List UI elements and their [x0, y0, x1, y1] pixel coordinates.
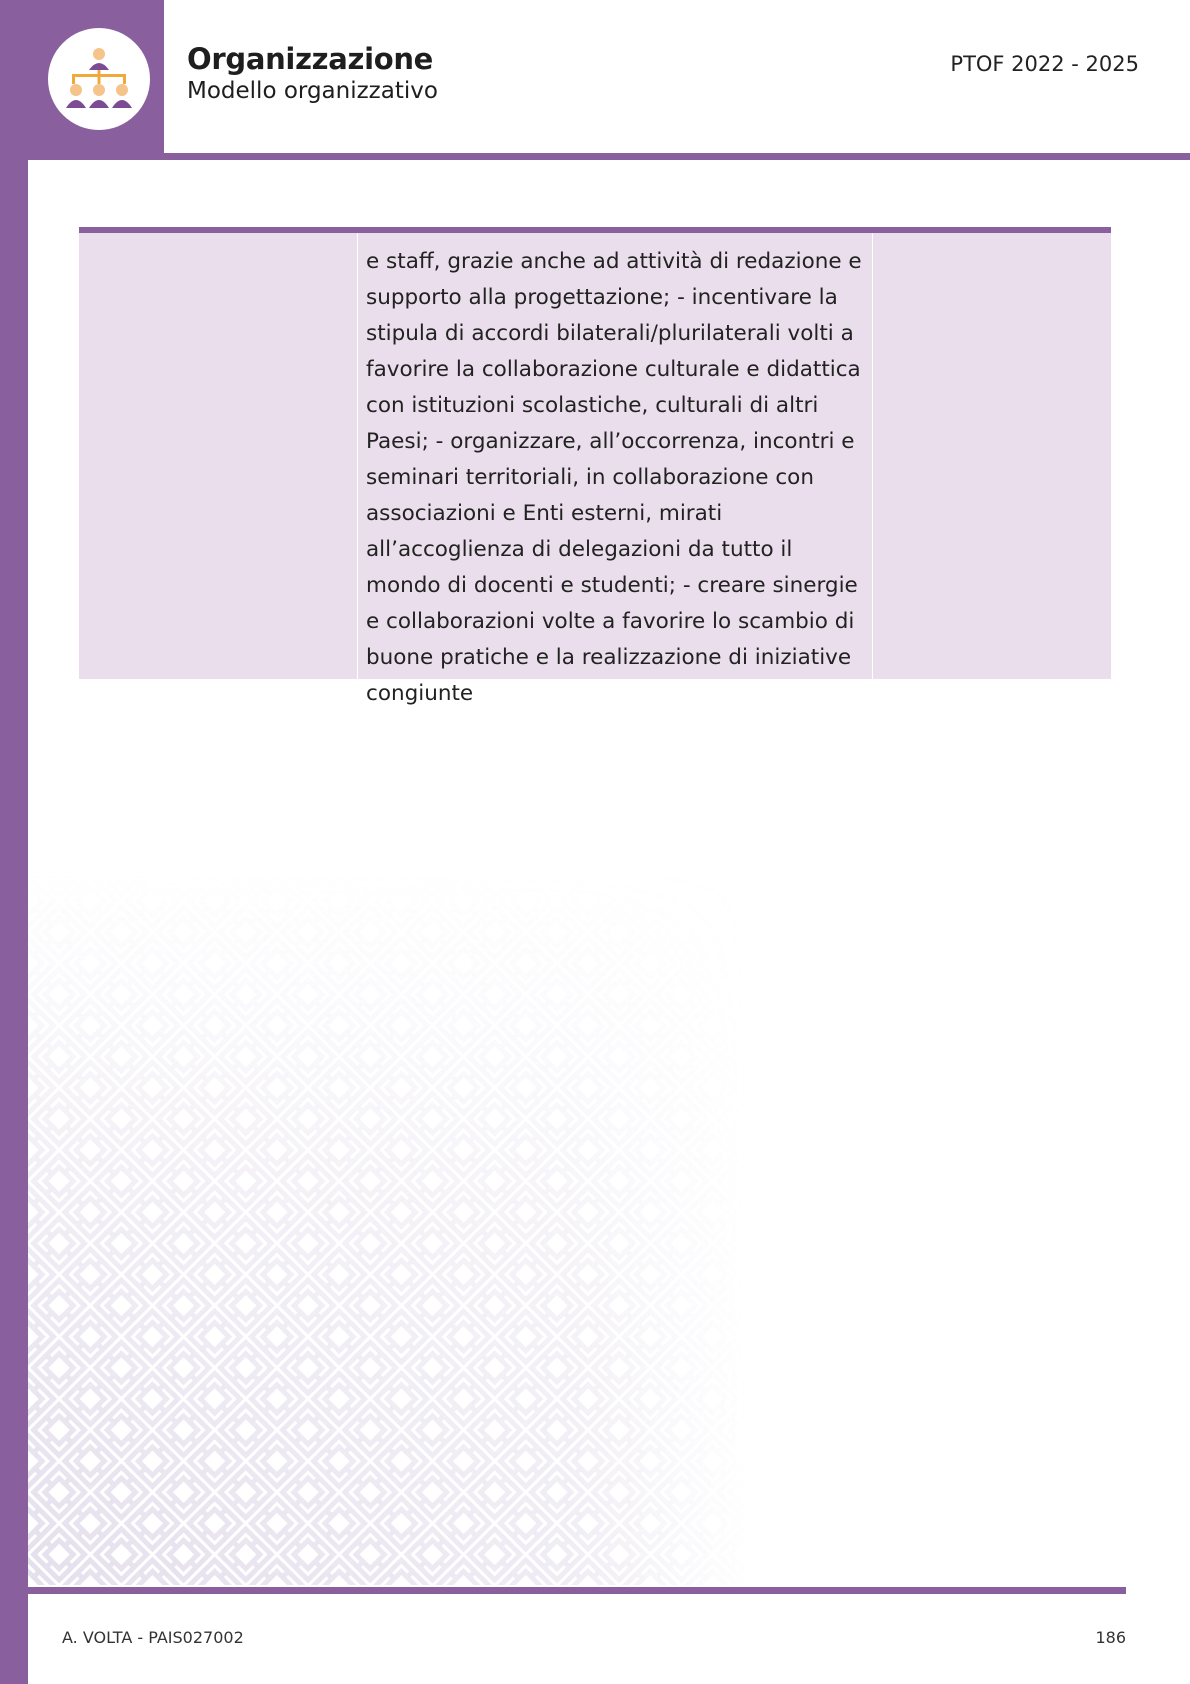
document-label: PTOF 2022 - 2025 — [950, 52, 1139, 76]
footer-school-code: A. VOLTA - PAIS027002 — [62, 1628, 244, 1647]
table-cell-role — [79, 233, 357, 679]
background-maze-pattern — [28, 870, 748, 1585]
header-divider — [164, 153, 1190, 160]
left-accent-bar — [0, 0, 28, 1684]
page-number: 186 — [1095, 1628, 1126, 1647]
table-cell-description-text: e staff, grazie anche ad attività di redazione e supporto alla progettazione; - incentivare la stipula di accordi bilaterali/plurilaterali volti a favorire la collaborazione culturale e didattica con istituzioni scolastiche, culturali di altri Paesi; - organizzare, all’occorrenza, incontri e seminari territoriali, in collaborazione con associazioni e Enti esterni, mirati all’accoglienza di delegazioni da tutto il mondo di docenti e studenti; - creare sinergie e collaborazioni volte a favorire lo scambio di buone pratiche e la realizzazione di iniziative congiunte — [366, 249, 862, 706]
page-title: Organizzazione — [187, 42, 434, 76]
table-cell-count — [873, 233, 1111, 679]
table-row — [79, 233, 1111, 706]
section-logo — [48, 28, 150, 130]
footer-divider — [28, 1587, 1126, 1594]
org-chart-icon — [64, 46, 134, 112]
table-cell-description — [358, 233, 872, 706]
page-subtitle: Modello organizzativo — [187, 78, 438, 104]
